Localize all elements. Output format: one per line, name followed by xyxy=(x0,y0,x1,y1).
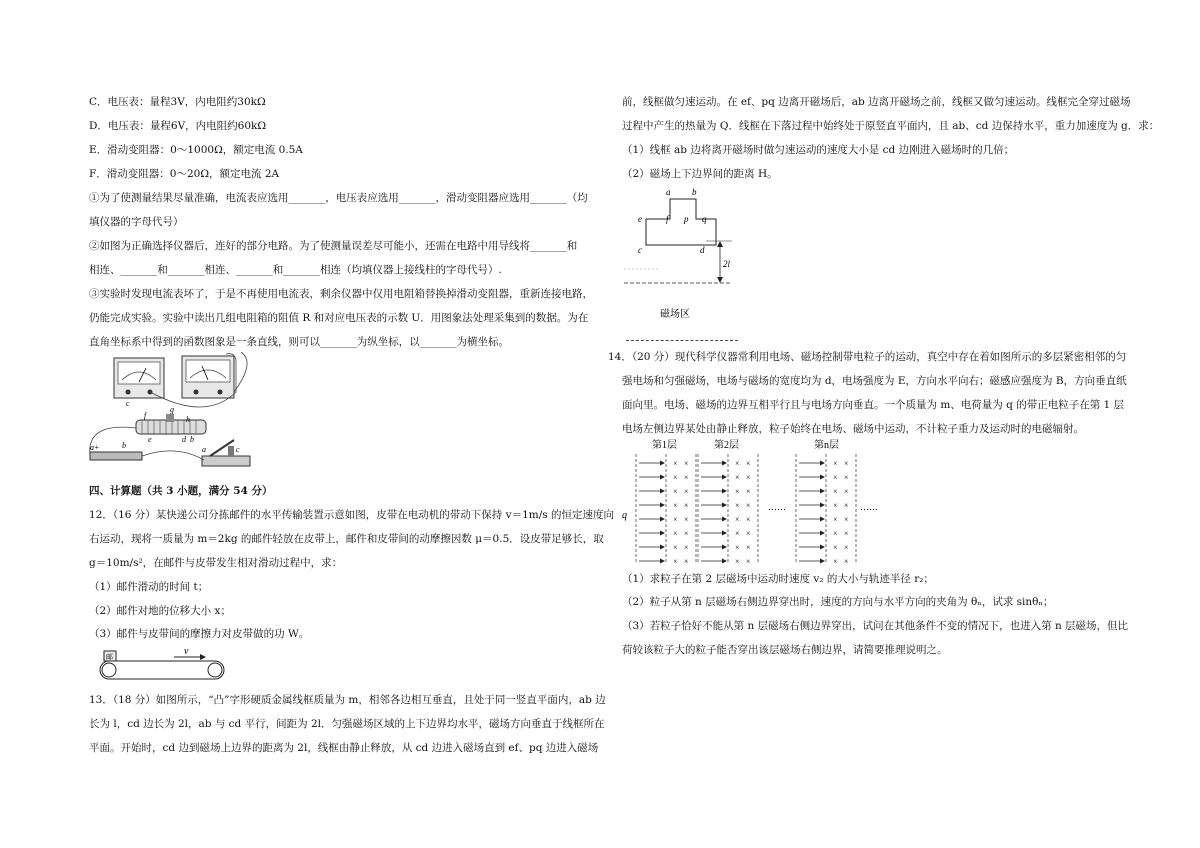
magnetic-field-cross: × xyxy=(735,515,740,524)
magnetic-field-cross: × xyxy=(833,515,838,524)
terminal-f: f xyxy=(144,411,147,420)
electric-field-arrowhead xyxy=(660,531,665,536)
electric-field-arrowhead xyxy=(722,503,727,508)
q12-sub3: （3）邮件与皮带间的摩擦力对皮带做的功 W。 xyxy=(89,628,310,640)
section-4-heading: 四、计算题（共 3 小题，满分 54 分） xyxy=(89,485,273,497)
terminal-g: g xyxy=(170,405,174,414)
magnetic-field-cross: × xyxy=(833,543,838,552)
magnetic-field-cross: × xyxy=(735,557,740,566)
q14-sub2: （2）粒子从第 n 层磁场右侧边界穿出时，速度的方向与水平方向的夹角为 θₙ，试求 sinθₙ； xyxy=(622,596,1054,608)
magnetic-field-cross: × xyxy=(673,473,678,482)
magnetic-field-cross: × xyxy=(844,529,849,538)
terminal-a: a+ xyxy=(90,443,100,452)
electric-field-arrowhead xyxy=(722,475,727,480)
q13-line5: 过程中产生的热量为 Q．线框在下落过程中始终处于原竖直平面内，且 ab、cd 边保持水平，重力加速度为 g．求： xyxy=(622,120,1160,132)
field-bottom-boundary xyxy=(626,340,738,341)
frame-label-c: c xyxy=(638,245,642,255)
q13-line1: 13．（18 分）如图所示，“凸”字形硬质金属线框质量为 m，相邻各边相互垂直，且处于同一竖直平面内，ab 边 xyxy=(89,694,606,706)
magnetic-field-cross: × xyxy=(746,459,751,468)
magnetic-field-cross: × xyxy=(746,501,751,510)
magnetic-field-cross: × xyxy=(746,473,751,482)
q12-sub2: （2）邮件对地的位移大小 x； xyxy=(89,605,231,617)
magnetic-field-cross: × xyxy=(684,501,689,510)
frame-label-d: d xyxy=(700,245,705,255)
magnetic-field-cross: × xyxy=(833,473,838,482)
q14-line2: 强电场和匀强磁场，电场与磁场的宽度均为 d，电场强度为 E，方向水平向右；磁感应强度为 B，方向垂直纸 xyxy=(622,375,1127,387)
electric-field-arrowhead xyxy=(722,545,727,550)
ellipsis-right: …… xyxy=(860,502,878,512)
distance-2l-label: 2l xyxy=(723,259,731,269)
q14-sub3-line2: 荷较该粒子大的粒子能否穿出该层磁场右侧边界，请简要推理说明之。 xyxy=(622,644,948,656)
option-e: E．滑动变阻器：0～1000Ω，额定电流 0.5A xyxy=(89,144,303,156)
electric-field-arrowhead xyxy=(722,461,727,466)
q3-line1: ③实验时发现电流表坏了，于是不再使用电流表，剩余仪器中仅用电阻箱替换掉滑动变阻器，重新连接电路， xyxy=(89,288,593,300)
q14-line1: 14．（20 分）现代科学仪器常利用电场、磁场控制带电粒子的运动，真空中存在着如图所示的多层紧密相邻的匀 xyxy=(608,351,1127,363)
magnetic-field-cross: × xyxy=(833,487,838,496)
magnetic-field-cross: × xyxy=(833,529,838,538)
electric-field-arrowhead xyxy=(820,461,825,466)
magnetic-field-cross: × xyxy=(735,501,740,510)
frame-label-b: b xyxy=(692,187,697,197)
frame-label-p: p xyxy=(684,214,689,224)
electric-field-arrowhead xyxy=(820,503,825,508)
q14-line3: 面向里。电场、磁场的边界互相平行且与电场方向垂直。一个质量为 m、电荷量为 q 的带正电粒子在第 1 层 xyxy=(622,399,1125,411)
q1-line1: ①为了使测量结果尽量准确，电流表应选用_______，电压表应选用_______，滑动变阻器应选用_______（均 xyxy=(89,192,588,204)
q13-line3: 平面。开始时，cd 边到磁场上边界的距离为 2l，线框由静止释放，从 cd 边进入磁场直到 ef、pq 边进入磁场 xyxy=(89,742,599,754)
magnetic-field-cross: × xyxy=(684,515,689,524)
magnetic-field-cross: × xyxy=(673,487,678,496)
q2-line2: 相连、_______和_______相连、_______和_______相连（均填仪器上接线柱的字母代号）. xyxy=(89,264,502,276)
magnetic-field-cross: × xyxy=(735,473,740,482)
magnetic-field-cross: × xyxy=(746,515,751,524)
magnetic-field-cross: × xyxy=(684,487,689,496)
q14-line4: 电场左侧边界某处由静止释放，粒子始终在电场、磁场中运动，不计粒子重力及运动时的电磁辐射。 xyxy=(622,423,1084,435)
q3-line3: 直角坐标系中得到的函数图象是一条直线，则可以_______为纵坐标，以_______为横坐标。 xyxy=(89,336,509,348)
magnetic-field-cross: × xyxy=(684,557,689,566)
q13-sub1: （1）线框 ab 边将离开磁场时做匀速运动的速度大小是 cd 边刚进入磁场时的几倍； xyxy=(622,144,1015,156)
magnetic-field-cross: × xyxy=(833,459,838,468)
electric-field-arrowhead xyxy=(820,517,825,522)
magnetic-field-cross: × xyxy=(844,515,849,524)
belt-velocity-label: v xyxy=(184,646,189,657)
terminal-h: h xyxy=(186,415,190,424)
magnetic-field-cross: × xyxy=(735,543,740,552)
circuit-figure xyxy=(86,352,266,477)
terminal-b1: b xyxy=(190,435,194,444)
q12-sub1: （1）邮件滑动的时间 t； xyxy=(89,581,209,593)
frame-label-e: e xyxy=(638,214,642,224)
option-d: D．电压表：量程6V，内电阻约60kΩ xyxy=(89,120,267,132)
q2-line1: ②如图为正确选择仪器后，连好的部分电路。为了使测量误差尽可能小，还需在电路中用导线将_______和 xyxy=(89,240,578,252)
magnetic-field-cross: × xyxy=(746,557,751,566)
rheostat xyxy=(136,420,206,434)
terminal-c-meter: c xyxy=(126,399,130,408)
layered-field-figure xyxy=(620,436,890,568)
q13-line4: 前，线框做匀速运动。在 ef、pq 边离开磁场后，ab 边离开磁场之前，线框又做匀速运动。线框完全穿过磁场 xyxy=(622,96,1131,108)
electric-field-arrowhead xyxy=(660,461,665,466)
magnetic-field-cross: × xyxy=(673,515,678,524)
electric-field-arrowhead xyxy=(820,559,825,564)
magnetic-field-cross: × xyxy=(673,529,678,538)
electric-field-arrowhead xyxy=(660,559,665,564)
magnetic-field-cross: × xyxy=(735,459,740,468)
magnetic-field-cross: × xyxy=(684,459,689,468)
frame-label-f: f xyxy=(666,214,669,224)
frame-label-a: a xyxy=(666,187,671,197)
magnetic-field-cross: × xyxy=(844,501,849,510)
switch-base xyxy=(202,456,250,466)
field-region-label: 磁场区 xyxy=(660,309,690,320)
magnetic-field-cross: × xyxy=(684,473,689,482)
q12-line1: 12．（16 分）某快递公司分拣邮件的水平传输装置示意如图，皮带在电动机的带动下保持 v＝1m/s 的恒定速度向 xyxy=(89,509,614,521)
magnetic-field-cross: × xyxy=(844,557,849,566)
magnetic-field-cross: × xyxy=(684,543,689,552)
magnetic-field-cross: × xyxy=(844,459,849,468)
magnetic-field-cross: × xyxy=(673,543,678,552)
q13-line2: 长为 l，cd 边长为 2l，ab 与 cd 平行，间距为 2l．匀强磁场区域的上下边界均水平，磁场方向垂直于线框所在 xyxy=(89,718,605,730)
electric-field-arrowhead xyxy=(722,489,727,494)
magnetic-field-cross: × xyxy=(673,557,678,566)
electric-field-arrowhead xyxy=(660,517,665,522)
magnetic-field-cross: × xyxy=(746,543,751,552)
magnetic-field-cross: × xyxy=(833,557,838,566)
layer-1-label: 第1层 xyxy=(652,440,677,451)
terminal-b2: a xyxy=(202,445,206,454)
terminal-c: c xyxy=(236,445,240,454)
magnetic-field-cross: × xyxy=(746,529,751,538)
electric-field-arrowhead xyxy=(660,545,665,550)
layer-n-label: 第n层 xyxy=(814,440,839,451)
magnetic-field-cross: × xyxy=(833,501,838,510)
q1-line2: 填仪器的字母代号） xyxy=(89,216,184,228)
layer-2-label: 第2层 xyxy=(714,440,739,451)
magnetic-field-cross: × xyxy=(684,529,689,538)
conveyor-belt-figure xyxy=(98,645,228,683)
q13-sub2: （2）磁场上下边界间的距离 H。 xyxy=(622,168,778,180)
q3-line2: 仍能完成实验。实验中读出几组电阻箱的阻值 R 和对应电压表的示数 U．用图象法处理采集到的数据。为在 xyxy=(89,312,589,324)
magnetic-field-cross: × xyxy=(673,501,678,510)
option-f: F．滑动变阻器：0～20Ω，额定电流 2A xyxy=(89,168,280,180)
magnetic-field-cross: × xyxy=(746,487,751,496)
magnetic-field-cross: × xyxy=(735,529,740,538)
q12-line3: g＝10m/s²，在邮件与皮带发生相对滑动过程中，求： xyxy=(89,557,343,569)
option-c: C．电压表：量程3V，内电阻约30kΩ xyxy=(89,96,266,108)
q14-sub3-line1: （3）若粒子恰好不能从第 n 层磁场右侧边界穿出，试问在其他条件不变的情况下，也进入第 n 层磁场，但比 xyxy=(622,620,1129,632)
frame-label-q: q xyxy=(702,214,707,224)
terminal-e: e xyxy=(148,435,152,444)
electric-field-arrowhead xyxy=(820,545,825,550)
electric-field-arrowhead xyxy=(820,475,825,480)
particle-q-label: q xyxy=(622,510,627,521)
magnetic-field-cross: × xyxy=(844,543,849,552)
wire-frame-figure xyxy=(620,183,750,323)
electric-field-arrowhead xyxy=(660,489,665,494)
magnetic-field-cross: × xyxy=(735,487,740,496)
battery xyxy=(90,452,142,460)
electric-field-arrowhead xyxy=(660,475,665,480)
terminal-d: d xyxy=(182,435,186,444)
magnetic-field-cross: × xyxy=(844,487,849,496)
mail-box-label: 邮 xyxy=(106,653,113,661)
magnetic-field-cross: × xyxy=(844,473,849,482)
electric-field-arrowhead xyxy=(722,517,727,522)
electric-field-arrowhead xyxy=(722,531,727,536)
terminal-b: b xyxy=(122,441,126,450)
electric-field-arrowhead xyxy=(820,489,825,494)
magnetic-field-cross: × xyxy=(673,459,678,468)
ellipsis-middle: …… xyxy=(768,502,786,512)
electric-field-arrowhead xyxy=(722,559,727,564)
electric-field-arrowhead xyxy=(820,531,825,536)
q14-sub1: （1）求粒子在第 2 层磁场中运动时速度 v₂ 的大小与轨迹半径 r₂； xyxy=(622,573,934,585)
electric-field-arrowhead xyxy=(660,503,665,508)
q12-line2: 右运动，现将一质量为 m＝2kg 的邮件轻放在皮带上，邮件和皮带间的动摩擦因数 μ＝0.5．设皮带足够长，取 xyxy=(89,533,604,545)
